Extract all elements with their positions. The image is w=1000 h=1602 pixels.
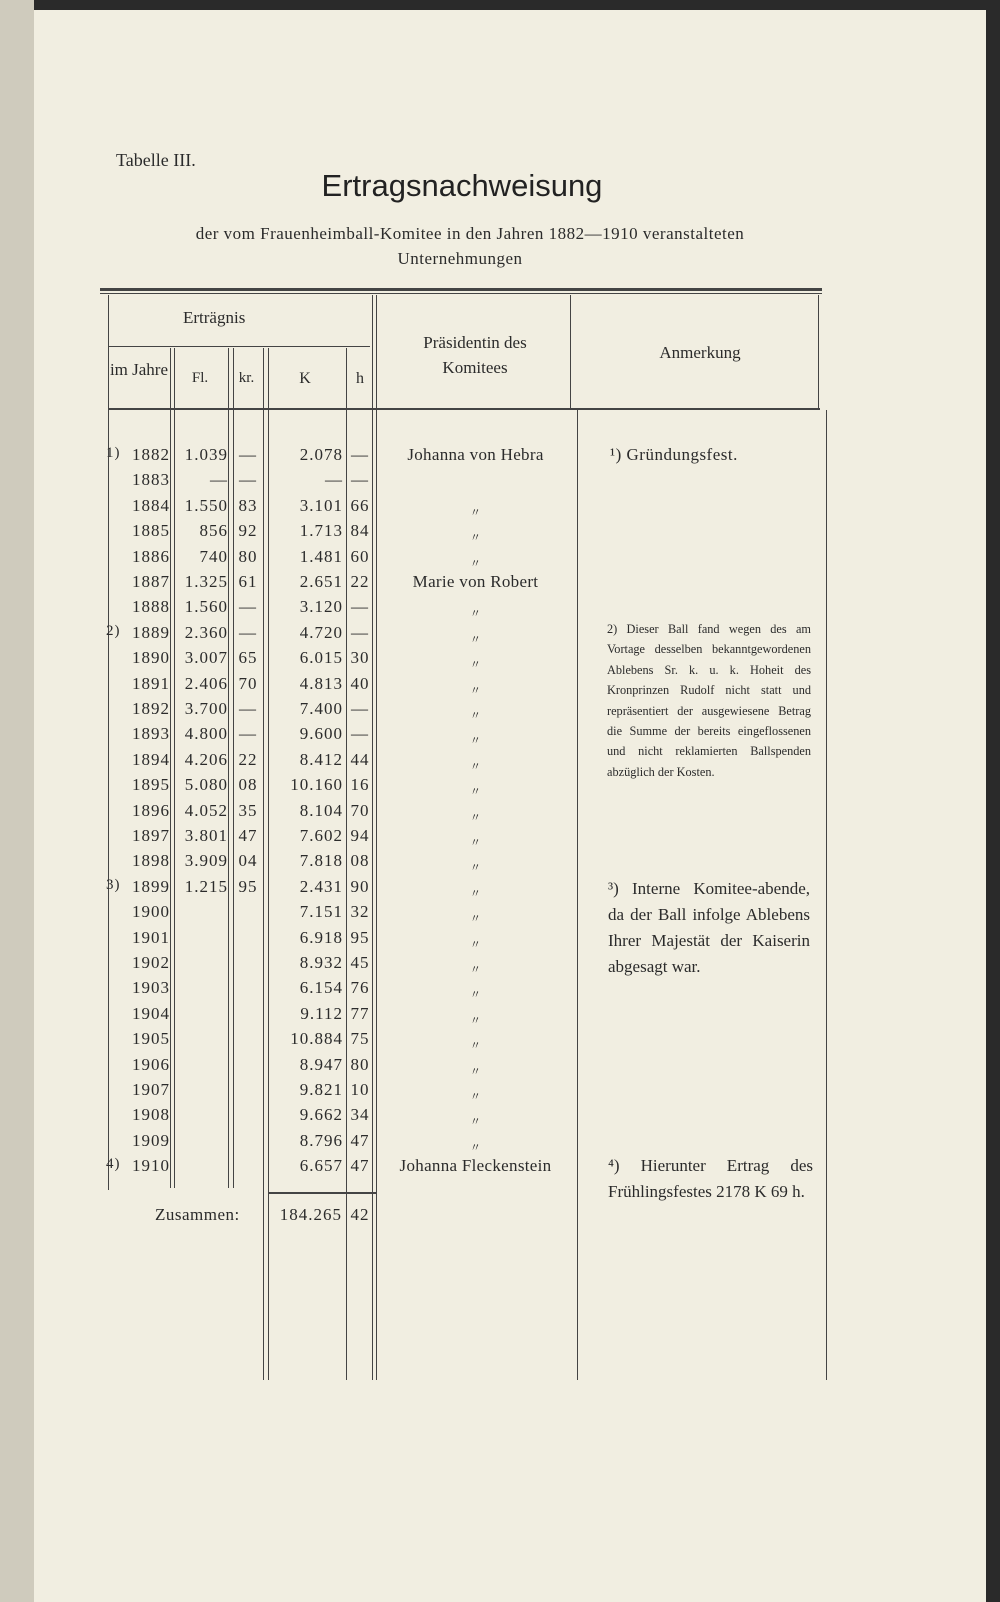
praesidentin-cell: 〃 [469, 811, 482, 824]
header-anmerkung: Anmerkung [659, 343, 741, 362]
h-cell: 32 [350, 902, 370, 922]
k-cell: 3.120 [299, 597, 343, 617]
year-cell: 1896 [132, 800, 170, 820]
k-cell: 6.918 [299, 927, 343, 947]
year-cell: 1902 [132, 953, 170, 972]
kr-cell: — [239, 699, 257, 718]
header-kr: kr. [238, 370, 255, 386]
praesidentin-cell: 〃 [469, 938, 482, 951]
h-cell: 90 [350, 876, 370, 896]
praesidentin-cell: 〃 [469, 735, 482, 748]
kr-cell: 22 [238, 749, 258, 769]
praesidentin-cell: Marie von Robert [412, 572, 539, 591]
praesidentin-cell: 〃 [469, 964, 482, 976]
header-fl: Fl. [191, 370, 209, 386]
k-cell: 9.112 [300, 1003, 343, 1023]
kr-cell: — [239, 724, 257, 744]
k-cell: 7.602 [299, 826, 343, 845]
total-label: Zusammen: [155, 1205, 240, 1224]
h-cell: 47 [350, 1156, 370, 1176]
kr-cell: — [239, 622, 257, 642]
top-rule-thick [100, 288, 822, 291]
k-cell: 9.821 [299, 1080, 343, 1099]
k-cell: 6.154 [299, 978, 343, 998]
total-h: 42 [350, 1205, 370, 1224]
year-cell: 1886 [132, 546, 170, 566]
year-cell: 1899 [132, 876, 170, 896]
h-cell: — [351, 699, 369, 718]
kr-cell: 95 [238, 876, 258, 896]
year-cell: 1895 [132, 775, 170, 795]
kr-cell: — [239, 445, 257, 464]
k-cell: 8.412 [299, 749, 343, 769]
praesidentin-cell: 〃 [469, 633, 482, 646]
h-cell: 95 [350, 927, 370, 947]
k-cell: 7.151 [299, 902, 343, 922]
h-cell: 34 [350, 1105, 370, 1125]
k-cell: 7.400 [299, 699, 343, 718]
praesidentin-cell: 〃 [469, 557, 482, 570]
table-label: Tabelle III. [116, 150, 196, 170]
praesidentin-cell: 〃 [469, 1065, 482, 1078]
h-cell: 08 [350, 851, 370, 871]
year-cell: 1909 [132, 1130, 170, 1150]
fl-cell: 4.800 [184, 724, 228, 744]
kr-cell: 65 [238, 648, 258, 668]
year-cell: 1891 [132, 673, 170, 693]
k-cell: — [325, 470, 343, 490]
subtitle-line2: Unternehmungen [397, 249, 523, 268]
kr-cell: 83 [238, 495, 258, 515]
praesidentin-cell: 〃 [469, 1091, 482, 1103]
h-cell: 84 [350, 521, 370, 541]
page-edge [0, 0, 34, 1602]
top-rule-thin [100, 293, 822, 294]
year-cell: 1884 [132, 495, 170, 515]
note-4: ⁴) Hierunter Ertrag des Frühlingsfestes 2178 K 69 h. [608, 1156, 813, 1201]
k-cell: 2.078 [299, 445, 343, 464]
k-cell: 9.662 [299, 1105, 343, 1125]
column-line [826, 410, 827, 1380]
year-cell: 1893 [132, 724, 170, 744]
fl-cell: 1.560 [184, 597, 228, 617]
h-cell: 70 [350, 800, 370, 820]
kr-cell: 47 [238, 826, 258, 845]
h-cell: 60 [350, 546, 370, 566]
header-k: K [299, 370, 311, 387]
header-jahre: im Jahre [109, 360, 169, 379]
h-cell: — [351, 470, 369, 490]
note-2: 2) Dieser Ball fand wegen des am Vortage desselben bekanntgewordenen Ablebens Sr. k. u. k. Hoheit des Kronprinzen Rudolf nicht statt und repräsentiert der ausgewiesene Betrag die Summe der bereits eingeflossenen und nicht reklamierten Ballspenden abzüglich der Kosten. [607, 622, 811, 779]
h-cell: 40 [350, 673, 370, 693]
footnote-mark: 2) [106, 622, 121, 639]
kr-cell: 61 [238, 572, 258, 591]
praesidentin-cell: 〃 [469, 786, 482, 799]
column-line [570, 295, 571, 410]
fl-cell: 3.801 [184, 826, 228, 845]
praesidentin-cell: 〃 [469, 1014, 482, 1027]
fl-cell: 5.080 [184, 775, 228, 795]
note-3: ³) Interne Komitee-abende, da der Ball infolge Ablebens Ihrer Majestät der Kaiserin abgesagt war. [608, 879, 810, 976]
k-cell: 6.657 [299, 1156, 343, 1176]
kr-cell: 08 [238, 775, 258, 795]
praesidentin-cell: 〃 [469, 1040, 482, 1053]
kr-cell: 80 [238, 546, 258, 566]
footnote-mark: 1) [106, 445, 121, 461]
praesidentin-cell: 〃 [469, 1116, 482, 1129]
praesidentin-cell: 〃 [469, 532, 482, 545]
year-cell: 1905 [132, 1029, 170, 1049]
h-cell: 75 [350, 1029, 370, 1049]
praesidentin-cell: 〃 [469, 506, 482, 519]
k-cell: 4.813 [299, 673, 343, 693]
year-cell: 1885 [132, 521, 170, 541]
h-cell: 30 [350, 648, 370, 668]
fl-cell: 2.360 [184, 622, 228, 642]
header-praesidentin: Präsidentin des Komitees [423, 333, 527, 377]
h-cell: — [351, 597, 369, 617]
year-cell: 1900 [132, 902, 170, 922]
fl-cell: 856 [199, 521, 228, 541]
year-cell: 1901 [132, 927, 170, 947]
k-cell: 10.884 [290, 1029, 343, 1049]
fl-cell: 1.039 [184, 445, 228, 464]
k-cell: 4.720 [299, 622, 343, 642]
h-cell: 22 [350, 572, 370, 591]
h-cell: — [351, 724, 369, 744]
k-cell: 6.015 [299, 648, 343, 668]
year-cell: 1890 [132, 648, 170, 668]
praesidentin-cell: 〃 [469, 1141, 482, 1154]
footnote-mark: 4) [106, 1156, 121, 1173]
fl-cell: 3.909 [184, 851, 228, 871]
year-cell: 1903 [132, 978, 170, 998]
total-k: 184.265 [279, 1205, 342, 1224]
fl-cell: 3.700 [184, 699, 228, 718]
k-cell: 2.651 [299, 572, 343, 591]
year-cell: 1892 [132, 699, 170, 718]
year-cell: 1894 [132, 749, 170, 769]
year-cell: 1908 [132, 1105, 170, 1125]
k-cell: 3.101 [299, 495, 343, 515]
h-cell: 66 [350, 495, 370, 515]
k-cell: 2.431 [299, 876, 343, 896]
h-cell: 47 [350, 1130, 370, 1150]
h-cell: 44 [350, 749, 370, 769]
footnote-mark: 3) [106, 876, 121, 893]
praesidentin-cell: 〃 [469, 837, 482, 849]
fl-cell: 4.206 [184, 749, 228, 769]
year-cell: 1887 [132, 572, 170, 591]
praesidentin-cell: 〃 [469, 659, 482, 672]
year-cell: 1910 [132, 1156, 170, 1176]
praesidentin-cell: 〃 [469, 608, 482, 621]
year-cell: 1882 [132, 445, 170, 464]
header-rule [108, 408, 820, 410]
fl-cell: — [210, 470, 228, 490]
fl-cell: 3.007 [184, 648, 228, 668]
year-cell: 1898 [132, 851, 170, 871]
h-cell: 76 [350, 978, 370, 998]
ertraegnis-rule [108, 346, 370, 347]
sum-rule [268, 1192, 376, 1194]
note-1: ¹) Gründungsfest. [610, 445, 738, 464]
fl-cell: 4.052 [184, 800, 228, 820]
k-cell: 10.160 [290, 775, 343, 795]
kr-cell: — [239, 597, 257, 617]
h-cell: 77 [350, 1003, 370, 1023]
k-cell: 7.818 [299, 851, 343, 871]
year-cell: 1906 [132, 1054, 170, 1074]
praesidentin-cell: 〃 [469, 684, 482, 697]
h-cell: 80 [350, 1054, 370, 1074]
k-cell: 8.104 [299, 800, 343, 820]
year-cell: 1904 [132, 1003, 170, 1023]
k-cell: 8.947 [299, 1054, 343, 1074]
k-cell: 1.481 [299, 546, 343, 566]
kr-cell: 92 [238, 521, 258, 541]
fl-cell: 740 [199, 546, 228, 566]
praesidentin-cell: 〃 [469, 862, 482, 875]
h-cell: 16 [350, 775, 370, 795]
page-title: Ertragsnachweisung [321, 168, 603, 203]
praesidentin-cell: 〃 [469, 989, 482, 1002]
header-ertraegnis: Erträgnis [183, 308, 246, 327]
k-cell: 8.796 [299, 1130, 343, 1150]
h-cell: 10 [350, 1080, 370, 1099]
year-cell: 1897 [132, 826, 170, 845]
fl-cell: 1.325 [184, 572, 228, 591]
kr-cell: 04 [238, 851, 258, 871]
fl-cell: 1.215 [184, 876, 228, 896]
fl-cell: 1.550 [184, 495, 228, 515]
h-cell: 94 [350, 826, 370, 845]
year-cell: 1889 [132, 622, 170, 642]
fl-cell: 2.406 [184, 673, 228, 693]
kr-cell: — [239, 470, 257, 490]
praesidentin-cell: 〃 [469, 913, 482, 926]
header-h: h [356, 370, 364, 387]
kr-cell: 70 [238, 673, 258, 693]
kr-cell: 35 [238, 800, 258, 820]
praesidentin-cell: 〃 [469, 760, 482, 773]
year-cell: 1883 [132, 470, 170, 490]
h-cell: — [351, 622, 369, 642]
praesidentin-cell: 〃 [469, 887, 482, 900]
year-cell: 1907 [132, 1080, 170, 1099]
k-cell: 9.600 [299, 724, 343, 744]
praesidentin-cell: Johanna von Hebra [407, 445, 544, 464]
k-cell: 1.713 [299, 521, 343, 541]
year-cell: 1888 [132, 597, 170, 617]
praesidentin-cell: 〃 [469, 710, 482, 722]
k-cell: 8.932 [299, 953, 343, 972]
subtitle: der vom Frauenheimball-Komitee in den Jahren 1882—1910 veranstalteten [195, 224, 745, 243]
h-cell: 45 [350, 953, 370, 972]
praesidentin-cell: Johanna Fleckenstein [399, 1156, 552, 1176]
h-cell: — [351, 445, 369, 464]
